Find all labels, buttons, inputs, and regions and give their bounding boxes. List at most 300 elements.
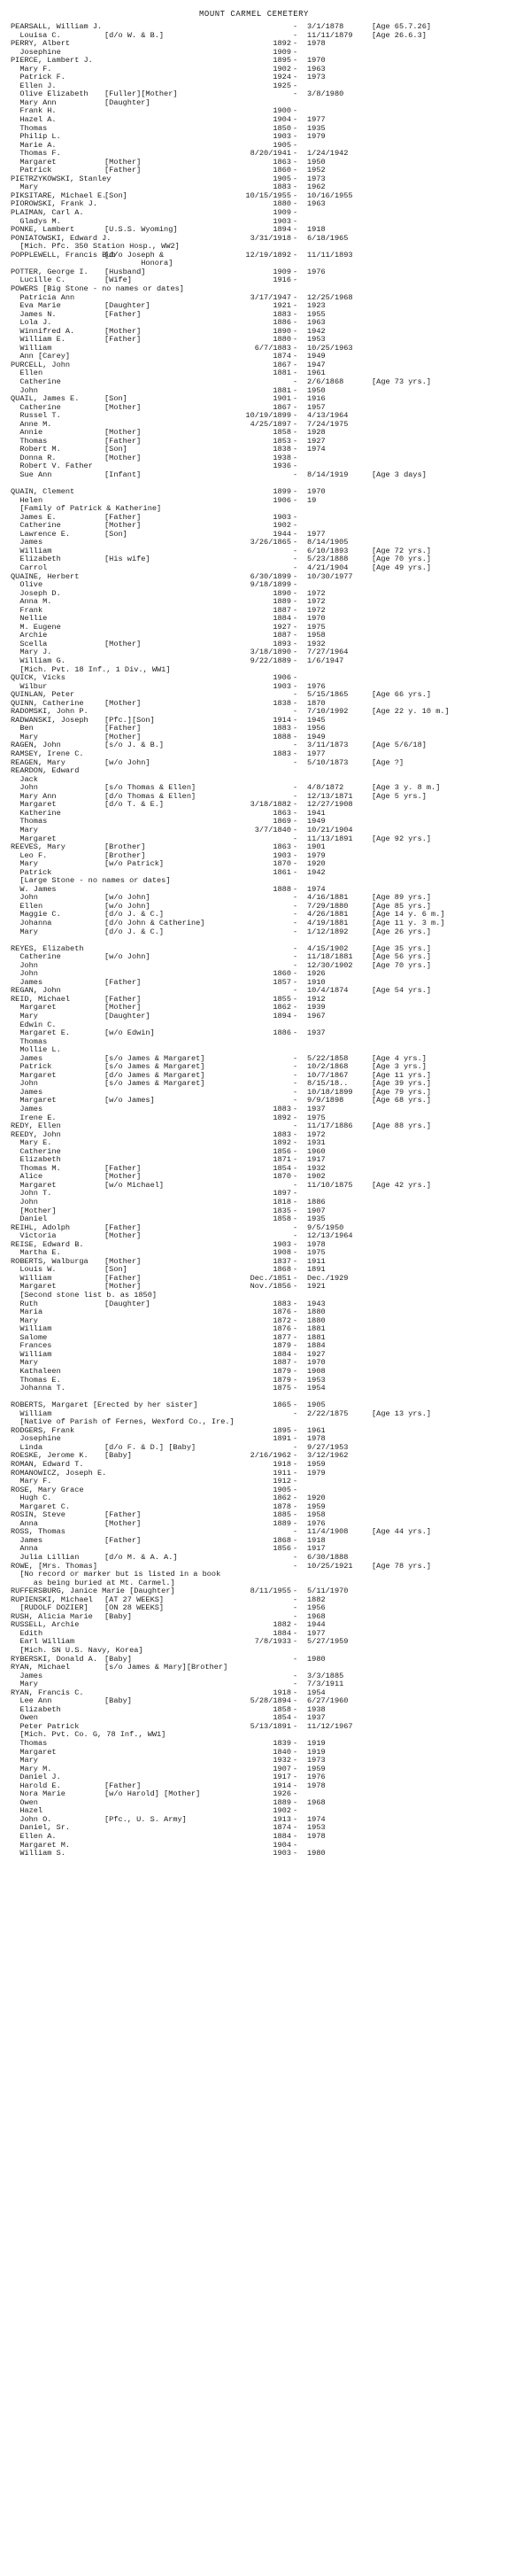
record-relation: [w/o Harold] [Mother] <box>104 1789 201 1799</box>
record-name: Olive Elizabeth <box>11 89 89 99</box>
record-birth-date: 1925 <box>273 81 291 90</box>
record-death-date: 10/2/1868 <box>307 1062 349 1072</box>
record-relation: [Son] <box>104 1265 127 1275</box>
record-name: Gladys M. <box>11 216 61 226</box>
record-age: [Age 3 y. 8 m.] <box>372 783 441 793</box>
record-name: ROMANOWICZ, Joseph E. <box>11 1468 107 1478</box>
record-birth-date: 3/18/1890 <box>250 648 291 657</box>
date-separator: - <box>293 1214 298 1224</box>
record-age: [Age 26.6.3] <box>372 30 427 40</box>
record-death-date: 1972 <box>307 1129 326 1139</box>
record-name: Anna M. <box>11 597 52 607</box>
record-death-date: 10/18/1899 <box>307 1087 353 1097</box>
record-name: POTTER, George I. <box>11 267 89 276</box>
record-death-date: 1958 <box>307 1510 326 1520</box>
date-separator: - <box>293 1781 298 1790</box>
date-separator: - <box>293 343 298 353</box>
record-birth-date: 1874 <box>273 1823 291 1833</box>
record-row <box>0 1317 508 1326</box>
date-separator: - <box>293 918 298 927</box>
record-relation: [d/o W. & B.] <box>104 30 165 40</box>
record-name: William E. <box>11 335 65 345</box>
record-relation: [d/o T. & E.] <box>104 800 165 810</box>
record-age: [Age 4 yrs.] <box>372 1053 427 1063</box>
record-birth-date: 1918 <box>273 1688 291 1697</box>
record-death-date: 1963 <box>307 318 326 328</box>
record-birth-date: 1883 <box>273 1299 291 1308</box>
record-row <box>0 311 508 320</box>
record-birth-date: 1895 <box>273 56 291 66</box>
date-separator: - <box>293 1341 298 1351</box>
record-death-date: 3/8/1980 <box>307 89 344 99</box>
record-birth-date: 1932 <box>273 1756 291 1765</box>
record-name: Mollie L. <box>11 1045 61 1055</box>
date-separator: - <box>293 190 298 200</box>
date-separator: - <box>293 453 298 462</box>
record-relation: [d/o Thomas & Ellen] <box>104 791 196 801</box>
date-separator: - <box>293 1105 298 1113</box>
record-name: Ruth <box>11 1299 38 1308</box>
record-name: QUINLAN, Peter <box>11 690 75 700</box>
date-separator: - <box>293 376 298 386</box>
date-separator: - <box>293 360 298 369</box>
date-separator: - <box>293 1375 298 1385</box>
record-death-date: 1963 <box>307 64 326 74</box>
record-name: Margaret <box>11 1747 57 1757</box>
date-separator: - <box>293 335 298 345</box>
record-death-date: 5/23/1888 <box>307 555 349 564</box>
date-separator: - <box>293 791 298 801</box>
record-name: REYES, Elizabeth <box>11 943 84 953</box>
record-name: REDY, Ellen <box>11 1121 61 1131</box>
record-name: REID, Michael <box>11 994 71 1004</box>
date-separator: - <box>293 1332 298 1342</box>
record-relation: [d/o J. & C.] <box>104 910 165 919</box>
record-row <box>0 1511 508 1520</box>
record-row <box>0 860 508 869</box>
record-age: [Age 11 y. 3 m.] <box>372 918 445 927</box>
record-row <box>0 345 508 353</box>
record-death-date: 1902 <box>307 1172 326 1182</box>
record-relation: [Husband] <box>104 267 146 276</box>
record-name: RADWANSKI, Joseph <box>11 715 89 725</box>
date-separator: - <box>293 233 298 243</box>
record-row <box>0 438 508 446</box>
record-name: Edwin C. <box>11 1020 57 1029</box>
record-death-date: 1931 <box>307 1138 326 1148</box>
record-name: William G. <box>11 656 65 666</box>
record-birth-date: 1883 <box>273 182 291 192</box>
record-birth-date: 3/7/1840 <box>254 825 291 834</box>
record-row <box>0 928 508 937</box>
record-death-date: 1977 <box>307 115 326 125</box>
date-separator: - <box>293 1806 298 1816</box>
record-death-date: 7/10/1992 <box>307 707 349 717</box>
record-row <box>0 1385 508 1393</box>
record-relation: [d/o F. & D.] [Baby] <box>104 1442 196 1452</box>
date-separator: - <box>293 1384 298 1393</box>
date-separator: - <box>293 318 298 328</box>
record-birth-date: 12/19/1892 <box>245 250 291 260</box>
record-row <box>0 1106 508 1114</box>
record-death-date: 1978 <box>307 1434 326 1444</box>
record-row <box>0 66 508 74</box>
record-name: RADOMSKI, John P. <box>11 707 89 717</box>
record-birth-date: 1885 <box>273 1510 291 1520</box>
record-birth-date: Dec./1851 <box>250 1273 291 1283</box>
record-name: ROSS, Thomas <box>11 1527 65 1537</box>
record-name: James <box>11 977 43 987</box>
record-name: Annie <box>11 428 43 438</box>
record-death-date: 1910 <box>307 977 326 987</box>
record-death-date: 1973 <box>307 174 326 183</box>
date-separator: - <box>293 326 298 336</box>
record-row <box>0 1621 508 1630</box>
date-separator: - <box>293 1477 298 1486</box>
record-name: Margaret <box>11 1003 57 1013</box>
record-death-date: 1961 <box>307 1425 326 1435</box>
record-row <box>0 125 508 134</box>
record-name: Jack <box>11 774 38 784</box>
date-separator: - <box>293 1721 298 1731</box>
record-name: [No record or marker but is listed in a book <box>11 1570 221 1579</box>
record-death-date: 1959 <box>307 1459 326 1469</box>
record-name: Ellen <box>11 369 43 378</box>
record-name: Wilbur <box>11 681 48 691</box>
date-separator: - <box>293 1062 298 1072</box>
record-birth-date: 1893 <box>273 639 291 648</box>
record-death-date: 1957 <box>307 402 326 412</box>
date-separator: - <box>293 580 298 590</box>
record-relation: [His wife] <box>104 555 150 564</box>
date-separator: - <box>293 385 298 395</box>
record-birth-date: 1835 <box>273 1206 291 1215</box>
record-birth-date: 1909 <box>273 267 291 276</box>
record-death-date: 1976 <box>307 267 326 276</box>
record-birth-date: 1878 <box>273 1501 291 1511</box>
record-row <box>0 1021 508 1030</box>
record-death-date: 1968 <box>307 1797 326 1807</box>
date-separator: - <box>293 1408 298 1418</box>
record-name: Ellen J. <box>11 81 57 90</box>
record-relation: [Son] <box>104 394 127 404</box>
record-name: Ben <box>11 724 34 733</box>
date-separator: - <box>293 1198 298 1207</box>
record-death-date: 8/14/1919 <box>307 469 349 479</box>
record-name: Thomas <box>11 817 48 826</box>
record-row <box>0 74 508 82</box>
record-name: Lucille C. <box>11 275 65 285</box>
date-separator: - <box>293 208 298 218</box>
date-separator: - <box>293 436 298 446</box>
date-separator: - <box>293 1231 298 1241</box>
date-separator: - <box>293 1011 298 1020</box>
date-separator: - <box>293 1756 298 1765</box>
record-birth-date: 1887 <box>273 631 291 640</box>
record-birth-date: 2/16/1962 <box>250 1451 291 1461</box>
record-row <box>0 1494 508 1503</box>
record-birth-date: 1901 <box>273 394 291 404</box>
record-death-date: 1886 <box>307 1198 326 1207</box>
page-title: MOUNT CARMEL CEMETERY <box>199 10 309 19</box>
record-relation: [U.S.S. Wyoming] <box>104 225 178 235</box>
date-separator: - <box>293 495 298 505</box>
record-birth-date: 1944 <box>273 529 291 539</box>
record-death-date: 11/17/1886 <box>307 1121 353 1131</box>
record-name: REEDY, John <box>11 1129 61 1139</box>
record-name: Ellen <box>11 901 43 911</box>
record-death-date: 1937 <box>307 1105 326 1113</box>
date-separator: - <box>293 106 298 116</box>
burial-record-list <box>0 23 508 1858</box>
record-row <box>0 1486 508 1495</box>
record-name: ROBERTS, Walburga <box>11 1256 89 1266</box>
record-birth-date: 1905 <box>273 174 291 183</box>
record-birth-date: 1902 <box>273 64 291 74</box>
record-birth-date: 1904 <box>273 115 291 125</box>
date-separator: - <box>293 1222 298 1232</box>
record-row <box>0 818 508 826</box>
record-death-date: 10/16/1955 <box>307 190 353 200</box>
date-separator: - <box>293 639 298 648</box>
date-separator: - <box>293 512 298 522</box>
record-birth-date: 1886 <box>273 318 291 328</box>
record-relation: [Fuller][Mother] <box>104 89 178 99</box>
record-name: Mary Ann <box>11 97 57 107</box>
record-birth-date: 9/18/1899 <box>250 580 291 590</box>
date-separator: - <box>293 571 298 581</box>
date-separator: - <box>293 960 298 970</box>
record-age: [Age 54 yrs.] <box>372 986 432 996</box>
record-relation: Honora] <box>104 259 173 268</box>
date-separator: - <box>293 1773 298 1782</box>
date-separator: - <box>293 1053 298 1063</box>
record-name: RUSSELL, Archie <box>11 1620 80 1630</box>
record-row <box>0 1435 508 1444</box>
date-separator: - <box>293 538 298 547</box>
date-separator: - <box>293 47 298 57</box>
record-name: Catherine <box>11 402 61 412</box>
record-birth-date: 1861 <box>273 867 291 877</box>
record-death-date: 1908 <box>307 1366 326 1376</box>
record-death-date: 12/27/1908 <box>307 800 353 810</box>
record-death-date: 1912 <box>307 994 326 1004</box>
date-separator: - <box>293 707 298 717</box>
record-row <box>0 784 508 793</box>
record-name: Hazel <box>11 1806 43 1816</box>
date-separator: - <box>293 81 298 90</box>
date-separator: - <box>293 1265 298 1275</box>
record-birth-date: 1903 <box>273 1239 291 1249</box>
record-death-date: 1978 <box>307 1781 326 1790</box>
date-separator: - <box>293 216 298 226</box>
record-row <box>0 522 508 531</box>
record-birth-date: 4/25/1897 <box>250 419 291 429</box>
record-relation: [Father] <box>104 1163 142 1173</box>
record-row <box>0 361 508 370</box>
date-separator: - <box>293 1248 298 1258</box>
record-row <box>0 23 508 32</box>
date-separator: - <box>293 724 298 733</box>
record-death-date: 1977 <box>307 749 326 759</box>
date-separator: - <box>293 1206 298 1215</box>
record-relation: [d/o James & Margaret] <box>104 1070 205 1080</box>
record-row <box>0 1038 508 1047</box>
record-name: Joseph D. <box>11 588 61 598</box>
record-birth-date: 1856 <box>273 1146 291 1156</box>
record-birth-date: 1874 <box>273 352 291 361</box>
record-death-date: 1961 <box>307 369 326 378</box>
record-death-date: 1953 <box>307 1375 326 1385</box>
record-birth-date: 1921 <box>273 301 291 311</box>
date-separator: - <box>293 1637 298 1647</box>
record-row <box>0 1199 508 1207</box>
record-birth-date: 1884 <box>273 614 291 624</box>
record-name: PONIATOWSKI, Edward J. <box>11 233 112 243</box>
date-separator: - <box>293 1459 298 1469</box>
record-name: [Large Stone - no names or dates] <box>11 876 171 886</box>
record-birth-date: 1867 <box>273 360 291 369</box>
record-age: [Age 5 yrs.] <box>372 791 427 801</box>
record-row <box>0 962 508 971</box>
record-name: M. Eugene <box>11 622 61 632</box>
record-relation: [Mother] <box>104 1231 142 1241</box>
record-row <box>0 835 508 844</box>
record-birth-date: 1905 <box>273 1485 291 1494</box>
record-row <box>0 353 508 361</box>
record-name: [RUDOLF DOZIER] <box>11 1603 89 1613</box>
date-separator: - <box>293 834 298 843</box>
record-death-date: 1919 <box>307 1739 326 1749</box>
date-separator: - <box>293 462 298 471</box>
date-separator: - <box>293 1358 298 1368</box>
record-birth-date: 8/11/1955 <box>250 1587 291 1596</box>
record-relation: [Mother] <box>104 402 142 412</box>
date-separator: - <box>293 732 298 741</box>
record-relation: [Brother] <box>104 850 146 860</box>
record-row <box>0 218 508 227</box>
record-relation: [Mother] <box>104 157 142 167</box>
record-name: Edith <box>11 1628 43 1638</box>
date-separator: - <box>293 22 298 31</box>
record-birth-date: 1905 <box>273 140 291 150</box>
record-birth-date: 1867 <box>273 402 291 412</box>
date-separator: - <box>293 1324 298 1334</box>
record-relation: [s/o Thomas & Ellen] <box>104 783 196 793</box>
record-row <box>0 810 508 819</box>
record-death-date: 1973 <box>307 73 326 82</box>
date-separator: - <box>293 800 298 810</box>
record-row <box>0 1672 508 1681</box>
record-row <box>0 1046 508 1055</box>
date-separator: - <box>293 140 298 150</box>
record-name: James <box>11 1535 43 1545</box>
record-name: [Mich. Pvt. 18 Inf., 1 Div., WW1] <box>11 664 171 674</box>
record-name: PIOROWSKI, Frank J. <box>11 199 97 209</box>
date-separator: - <box>293 1425 298 1435</box>
date-separator: - <box>293 1494 298 1503</box>
record-birth-date: 1883 <box>273 309 291 319</box>
record-row <box>0 90 508 99</box>
record-name: Margaret <box>11 834 57 843</box>
record-row <box>0 877 508 886</box>
date-separator: - <box>293 1163 298 1173</box>
record-name: Olive <box>11 580 43 590</box>
record-name: Thomas <box>11 123 48 133</box>
record-name: PIETRZYKOWSKI, Stanley <box>11 174 112 183</box>
record-birth-date: 8/20/1941 <box>250 149 291 159</box>
record-row <box>0 894 508 903</box>
date-separator: - <box>293 115 298 125</box>
record-death-date: 1919 <box>307 1747 326 1757</box>
record-name: Hugh C. <box>11 1494 52 1503</box>
record-death-date: 5/22/1858 <box>307 1053 349 1063</box>
date-separator: - <box>293 469 298 479</box>
record-birth-date: 1884 <box>273 1832 291 1842</box>
record-row <box>0 953 508 962</box>
record-relation: [Mother] <box>104 698 142 708</box>
date-separator: - <box>293 1840 298 1850</box>
date-separator: - <box>293 1789 298 1799</box>
record-death-date: 11/10/1875 <box>307 1180 353 1190</box>
record-row <box>0 733 508 742</box>
record-name: QUICK, Vicks <box>11 673 65 683</box>
record-name: PIERCE, Lambert J. <box>11 56 93 66</box>
date-separator: - <box>293 1527 298 1537</box>
record-death-date: 11/4/1908 <box>307 1527 349 1537</box>
record-row <box>0 1664 508 1672</box>
date-separator: - <box>293 309 298 319</box>
record-birth-date: 10/19/1899 <box>245 411 291 421</box>
date-separator: - <box>293 893 298 903</box>
record-row <box>0 1765 508 1774</box>
record-relation: [Daughter] <box>104 1011 150 1020</box>
record-age: [Age 56 yrs.] <box>372 952 432 962</box>
record-row <box>0 1004 508 1013</box>
record-name: John <box>11 1079 38 1089</box>
date-separator: - <box>293 681 298 691</box>
record-name: Mary <box>11 1680 38 1689</box>
record-birth-date: 1840 <box>273 1747 291 1757</box>
record-row <box>0 302 508 311</box>
record-birth-date: 1888 <box>273 732 291 741</box>
record-death-date: 1927 <box>307 436 326 446</box>
record-birth-date: 1872 <box>273 1315 291 1325</box>
record-birth-date: 1865 <box>273 1401 291 1410</box>
date-separator: - <box>293 927 298 936</box>
record-age: [Age 92 yrs.] <box>372 834 432 843</box>
record-row <box>0 150 508 159</box>
record-relation: [d/o M. & A. A.] <box>104 1552 178 1562</box>
date-separator: - <box>293 1138 298 1148</box>
record-death-date: 1977 <box>307 529 326 539</box>
record-death-date: 1932 <box>307 1163 326 1173</box>
record-birth-date: 5/28/1894 <box>250 1696 291 1706</box>
record-row <box>0 1055 508 1064</box>
date-separator: - <box>293 1552 298 1562</box>
record-row <box>0 1850 508 1858</box>
record-death-date: 1963 <box>307 199 326 209</box>
record-name: PIKSITARE, Michael E. <box>11 190 107 200</box>
record-age: [Age 89 yrs.] <box>372 893 432 903</box>
record-row <box>0 1173 508 1182</box>
record-death-date: 1937 <box>307 1713 326 1723</box>
date-separator: - <box>293 757 298 767</box>
record-birth-date: 3/18/1882 <box>250 800 291 810</box>
record-name: Harold E. <box>11 1781 61 1790</box>
date-separator: - <box>293 292 298 302</box>
record-name: Helen <box>11 495 43 505</box>
